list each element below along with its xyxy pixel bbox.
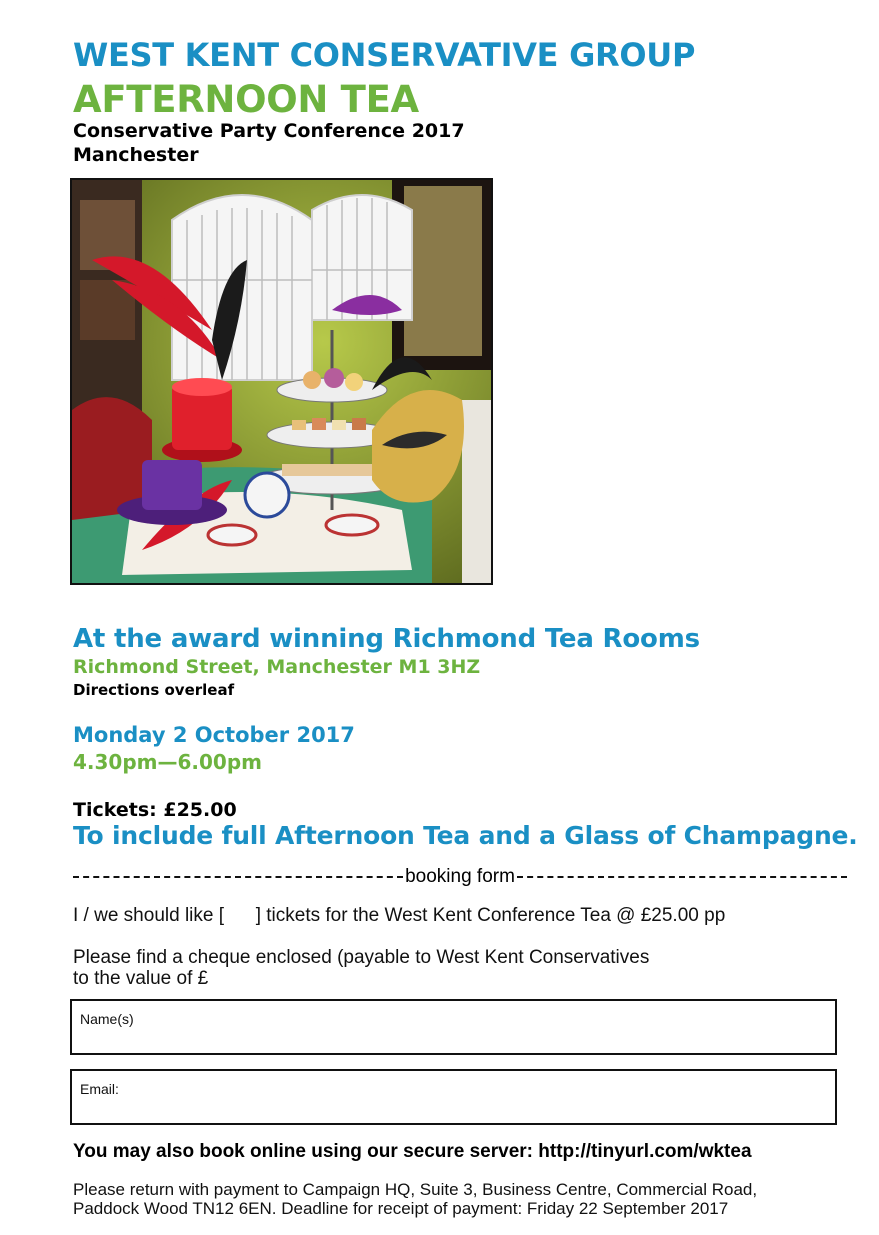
event-date: Monday 2 October 2017 <box>73 723 355 747</box>
booking-form-label: booking form <box>405 866 515 887</box>
return-address-line-1: Please return with payment to Campaign HQ, Suite 3, Business Centre, Commercial Road, <box>73 1180 758 1199</box>
online-booking-note: You may also book online using our secure server: http://tinyurl.com/wktea <box>73 1141 752 1162</box>
conference-city: Manchester <box>73 144 199 166</box>
event-title: AFTERNOON TEA <box>73 78 419 121</box>
email-field-label: Email: <box>80 1081 119 1097</box>
name-field[interactable] <box>70 999 837 1055</box>
booking-form-divider <box>73 866 847 888</box>
event-time: 4.30pm—6.00pm <box>73 750 263 774</box>
afternoon-tea-photo <box>70 178 493 585</box>
ticket-price: Tickets: £25.00 <box>73 799 237 821</box>
venue-address: Richmond Street, Manchester M1 3HZ <box>73 656 481 678</box>
dashed-rule-right <box>517 876 847 878</box>
ticket-quantity-line: I / we should like [ ] tickets for the West Kent Conference Tea @ £25.00 pp <box>73 905 726 926</box>
cheque-value-line: to the value of £ <box>73 968 209 989</box>
directions-note: Directions overleaf <box>73 681 235 699</box>
dashed-rule-left <box>73 876 403 878</box>
return-address-line-2: Paddock Wood TN12 6EN. Deadline for receipt of payment: Friday 22 September 2017 <box>73 1199 729 1218</box>
email-field[interactable] <box>70 1069 837 1125</box>
name-field-label: Name(s) <box>80 1011 134 1027</box>
venue-heading: At the award winning Richmond Tea Rooms <box>73 624 700 654</box>
ticket-inclusions: To include full Afternoon Tea and a Glass of Champagne. <box>73 821 858 850</box>
conference-name: Conservative Party Conference 2017 <box>73 120 465 142</box>
cheque-instruction: Please find a cheque enclosed (payable to West Kent Conservatives <box>73 947 650 968</box>
organisation-title: WEST KENT CONSERVATIVE GROUP <box>73 36 696 74</box>
